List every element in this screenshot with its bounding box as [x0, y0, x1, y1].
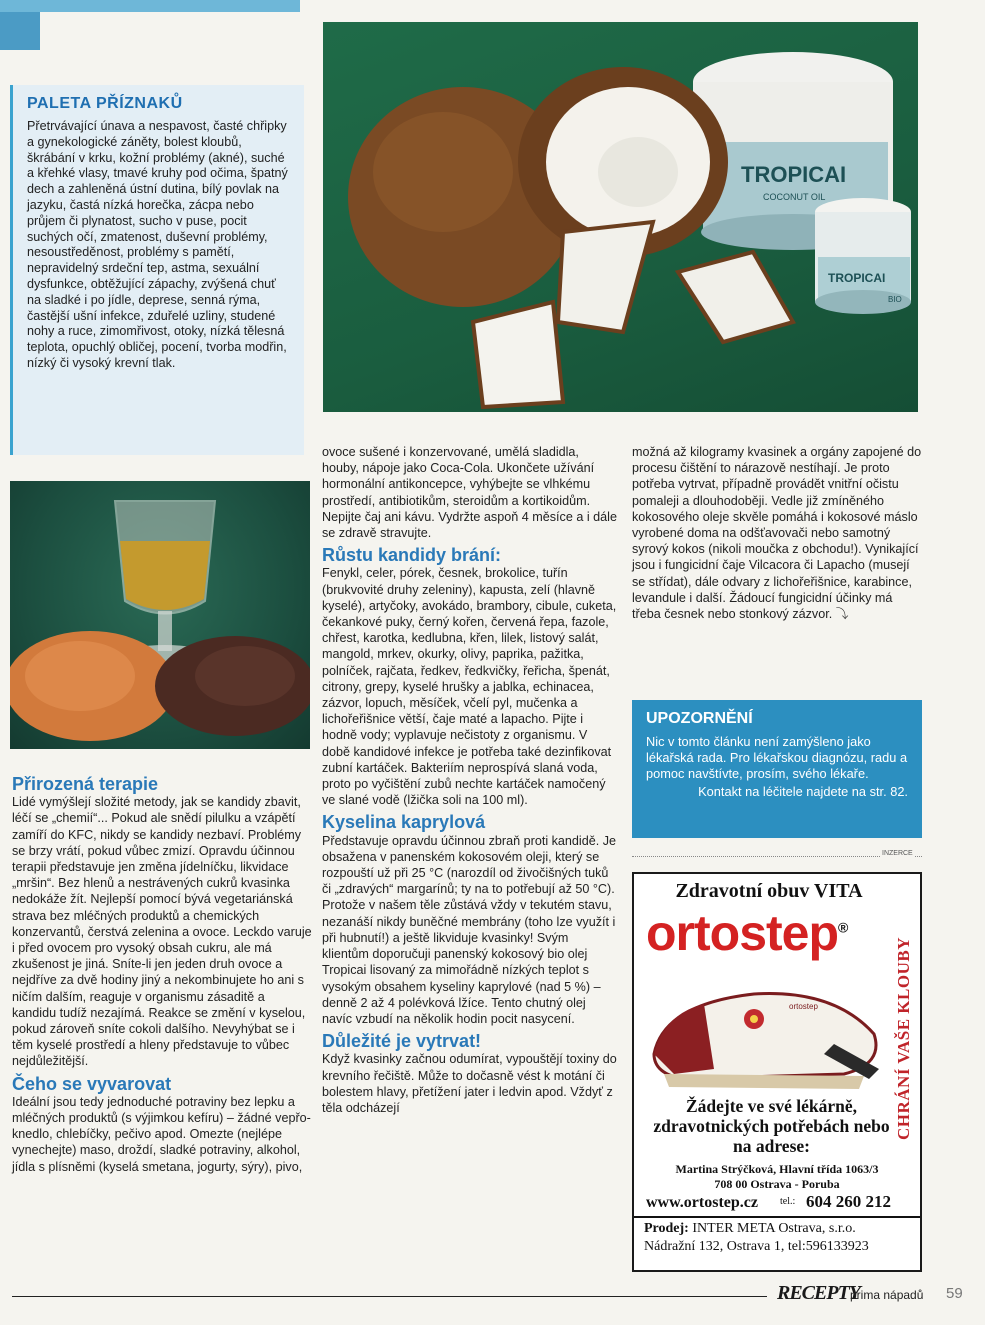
growth-heading: Růstu kandidy brání:	[322, 545, 502, 566]
tea-illustration	[10, 481, 310, 749]
caprylic-heading: Kyselina kaprylová	[322, 812, 486, 833]
ad-side-slogan: CHRÁNÍ VAŠE KLOUBY	[894, 937, 913, 1141]
ad-divider	[632, 856, 922, 857]
growth-text: Fenykl, celer, pórek, česnek, brokolice, tuřín (brukvovité druhy zeleniny), kapusta, zelí (hlavně kyselé), artyčoky, avokádo, brambory, cibule, cuketa, čekankové puky, černý kořen, červená řepa, fazole, chřest, karotka, kedlubna, křen, lilek, listový salát, mangold, mrkev, okurky, olivy, paprika, pažitka, polníček, rajčata, ředkev, ředkvičky, řeřicha, špenát, citrony, grepy, kyselé hrušky a jablka, echinacea, zázvor, lopuch, měsíček, včelí pyl, mučenka a lichořeřišnice větší, čaje maté a lapacho. Pijte i hodně vody; vyplavuje nečistoty z organismu. V době kandidové infekce je potřeba také dezinfikovat zubní kartáček. Bakteriím neprospívá slaná voda, proto po vyčištění zubů nechte kartáček namočený ve slané vodě (lžička soli na 100 ml).	[322, 566, 617, 808]
ad-website[interactable]: www.ortostep.cz	[646, 1194, 758, 1211]
shoe-brand-label: ortostep	[789, 1002, 818, 1011]
caprylic-text: Představuje opravdu účinnou zbraň proti kandidě. Je obsažena v panenském kokosovém oleji, který se rozpouští už při 25 °C (narozdíl od živočišných tuků či „zdravých“ margarínů; ty na to potřebují až 50 °C). Protože v našem těle zůstává vždy v tekutém stavu, nezanáší nikdy buněčné membrány (toho lze využít i při hubnutí!) a ještě likviduje kvasinky! Svým klientům doporučuji panenský kokosový bio olej Tropicai lisovaný za mimořádně nízkých teplot s vysokým obsahem kyseliny kaprylové (nad 5 %) – denně 2 až 4 polévková lžíce. Tento chutný olej navíc vzbudí na několik hodin pocit nasycení.	[322, 833, 617, 1026]
ad-address: Martina Strýčková, Hlavní třída 1063/3 708 00 Ostrava - Poruba	[675, 1162, 879, 1191]
warning-title: UPOZORNĚNÍ	[646, 710, 753, 727]
warning-text: Nic v tomto článku není zamýšleno jako lékařská rada. Pro lékařskou diagnózu, radu a pomoc navštívte, prosím, svého lékaře.	[646, 734, 908, 781]
column-right	[632, 444, 922, 622]
end-mark-icon: ⤵	[835, 607, 849, 622]
warning-box	[632, 700, 922, 838]
symptoms-text: Přetrvávající únava a nespavost, časté chřipky a gynekologické záněty, bolest kloubů, škrábání v krku, kožní problémy (akné), suché a křehké vlasy, tmavé kruhy pod očima, špatný dech a zahleněná ústní dutina, bílý povlak na jazyku, častá nízká horečka, zácpa nebo průjem či plynatost, sucho v puse, pocit suchých očí, zmatenost, duševní problémy, nesoustředěnost, problémy s pamětí, nepravidelný srdeční tep, astma, sexuální dysfunkce, obtěžující zápachy, zvýšená chuť na sladké i po jídle, deprese, senná rýma, častější ušní infekce, zduřelé uzliny, studené nohy a ruce, zimomřivost, otoky, nízká tělesná teplota, opuchlý obličej, pocení, tvorba modřin, nízký či vysoký krevní tlak.	[27, 119, 288, 370]
warning-contact: Kontakt na léčitele najdete na str. 82.	[698, 784, 908, 799]
middle-intro-text: ovoce sušené i konzervované, umělá sladidla, houby, nápoje jako Coca-Cola. Ukončete užívání hormonální antikoncepce, vyhýbejte se vlhkému prostředí, antibiotikům, steroidům a kortikoidům. Nepijte čaj ani kávu. Vydržte aspoň 4 měsíce a i dále se zdravě stravujte.	[322, 445, 617, 541]
ad-title: Zdravotní obuv VITA	[675, 880, 863, 902]
magazine-logo: RECEPTY	[777, 1282, 861, 1304]
symptoms-box	[10, 85, 304, 455]
persist-text: Když kvasinky začnou odumírat, vypouštějí toxiny do krevního řečiště. Může to dočasně vést k motání či bolestem hlavy, přetížení jater i ledvin apod. Vždyť z těla odcházejí	[322, 1052, 617, 1115]
avoid-heading: Čeho se vyvarovat	[12, 1073, 172, 1094]
avoid-text: Ideální jsou tedy jednoduché potraviny bez lepku a mléčných produktů (s výjimkou kefíru) – žádné vepřo-knedlo, chlebíčky, pečivo apod. Omezte (nejlépe vynechejte) maso, droždí, sladké potraviny, alkohol, jídla s plísněmi (kyselá smetana, jogurty, sýry), pivo,	[12, 1094, 311, 1174]
jar-label: TROPICAI	[741, 162, 847, 187]
ad-phone: 604 260 212	[806, 1192, 891, 1211]
ad-separator	[634, 1216, 920, 1218]
magazine-tagline: prima nápadů	[850, 1288, 924, 1302]
tea-photo	[10, 481, 310, 749]
small-jar-label: TROPICAI	[828, 271, 886, 285]
natural-therapy-text: Lidé vymýšlejí složité metody, jak se kandidy zbavit, léčí se „chemií“... Pokud ale snědí pilulku a vzápětí zamíří do KFC, nikdy se kandidy nezbaví. Problémy se brzy vrátí, pokud vůbec zmizí. Opravdu účinnou terapii představuje jen změna jídelníčku, likvidace „mršin“. Bez hlenů a nestrávených cukrů kvasinka nedokáže žít. Nejlepší pomocí bývá vegetariánská strava bez mléčných produktů a chemických konzervantů, čerstvá zelenina a ovoce. Leckdo varuje i před ovocem pro vysoký obsah cukru, ale má zkušenost je jiná. Sníte-li jen jeden druh ovoce a nejdříve za dvě hodiny jiný a nekombinujete ho ani s ničím dalším, reaguje v organismu zásaditě a kandidu tudíž nezajímá. Reakce se změní v kyselou, pokud zároveň sníte cokoli dalšího. Nevyhýbat se i těm kyselé prostředí a hleny představuje to vůbec nejdůležitější.	[12, 795, 312, 1069]
ortostep-ad	[632, 872, 922, 1272]
ad-label: INZERCE	[882, 850, 913, 857]
jar-sublabel: COCONUT OIL	[763, 192, 826, 202]
coconut-photo	[323, 22, 918, 412]
column-left	[12, 770, 312, 1175]
coconut-illustration	[323, 22, 918, 412]
column-middle	[322, 444, 617, 1116]
small-jar-badge: BIO	[888, 295, 902, 304]
ad-call-to-action: Žádejte ve své lékárně, zdravotnických potřebách nebo na adrese:	[653, 1096, 890, 1156]
top-color-band	[0, 0, 300, 12]
natural-therapy-heading: Přirozená terapie	[12, 774, 159, 794]
ad-brand-logo: ortostep®	[646, 905, 848, 961]
ad-seller: Prodej: INTER META Ostrava, s.r.o. Nádražní 132, Ostrava 1, tel:596133923	[644, 1221, 869, 1254]
ad-tel-label: tel.:	[780, 1196, 796, 1207]
symptoms-title: PALETA PŘÍZNAKŮ	[27, 95, 183, 112]
persist-heading: Důležité je vytrvat!	[322, 1031, 482, 1052]
footer-line	[12, 1296, 767, 1297]
clog-shoe-illustration	[644, 974, 894, 1094]
page-number: 59	[946, 1285, 963, 1302]
right-column-text: možná až kilogramy kvasinek a orgány zapojené do procesu čištění to nárazově nestíhají. Je proto potřeba vytrvat, případně provádět vnitřní očistu pomaleji a dlouhodoběji. Vedle již zmíněného kokosového oleje skvěle pomáhá i kokosové máslo vyrobené doma na odšťavovači nebo samotný syrový kokos (nikoli moučka z obchodu!). Vynikající jsou i fungicidní čaje Vilcacora či Lapacho (musejí se střídat), dále odvary z lichořeřišnice, karabince, levandule i další. Žádoucí fungicidní účinky má třeba česnek nebo stonkový zázvor. ⤵	[632, 445, 922, 622]
